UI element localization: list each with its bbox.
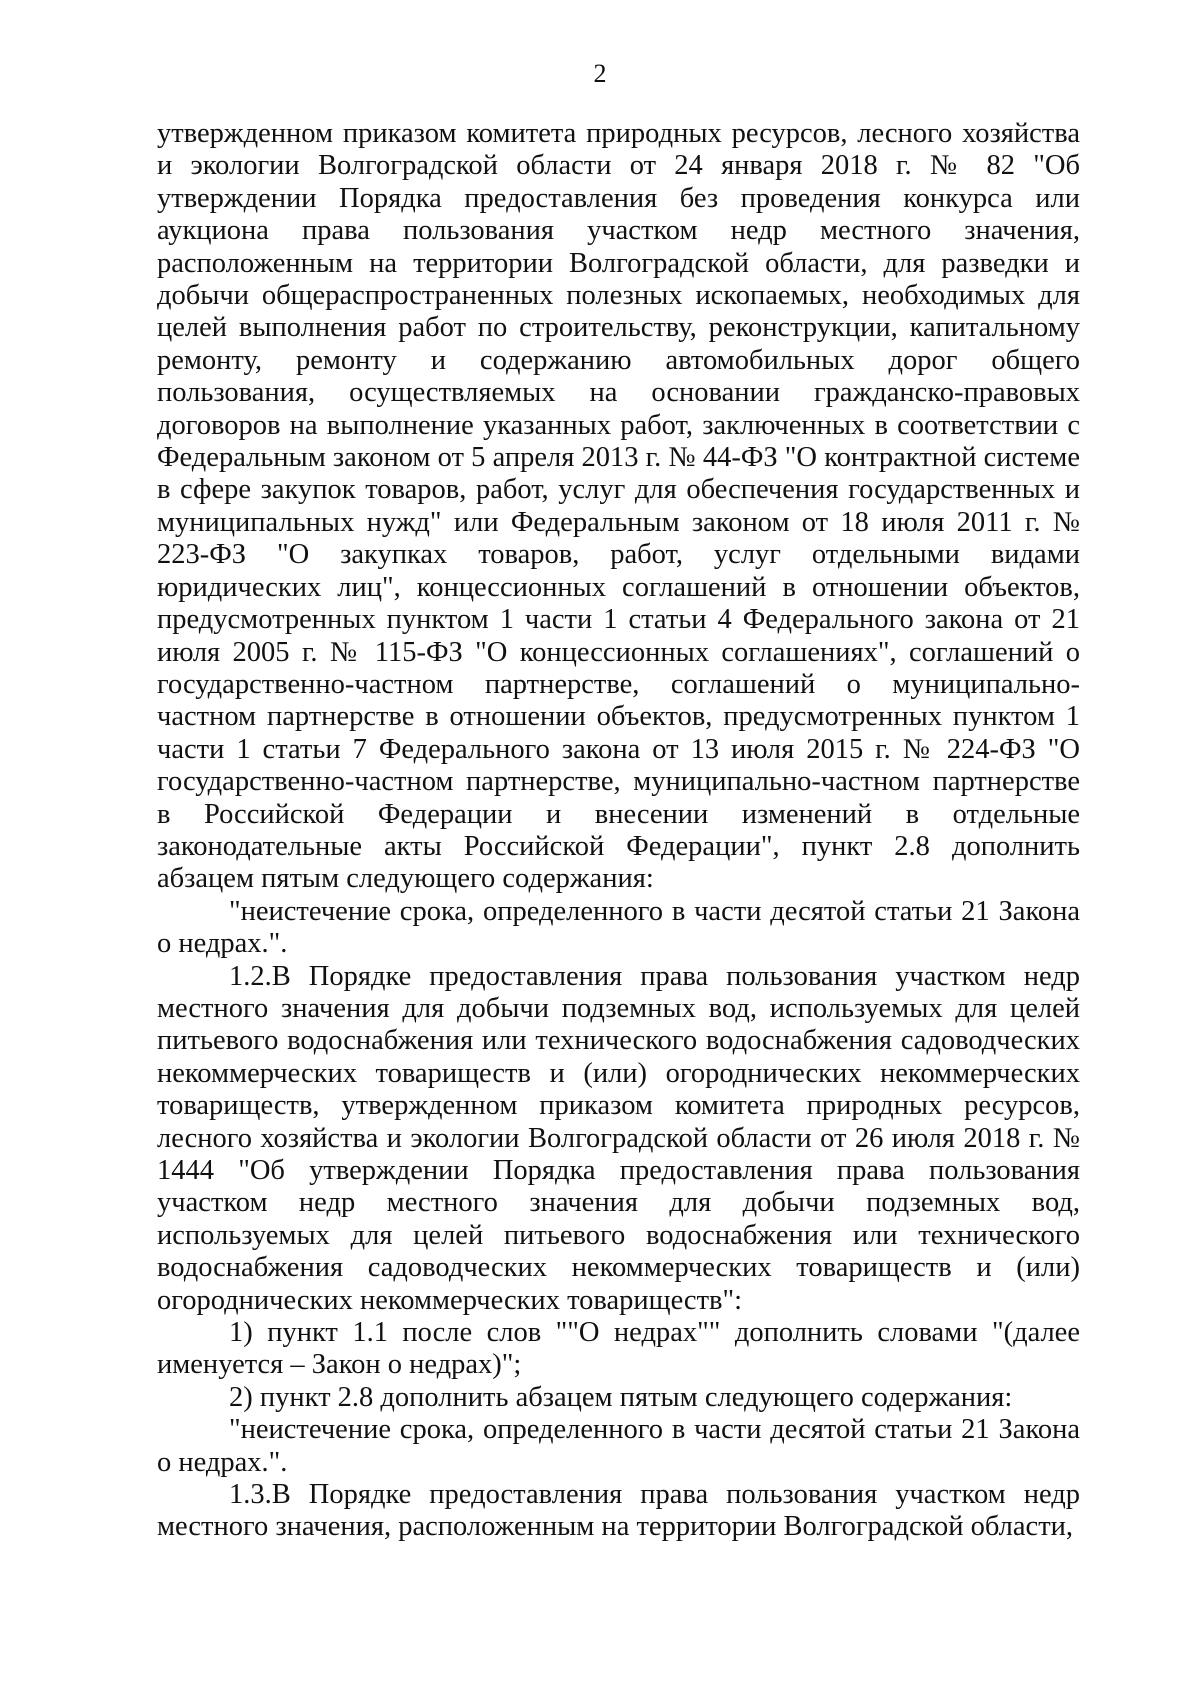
paragraph-item-1: 1) пункт 1.1 после слов ""О недрах"" дополнить словами "(далее именуется – Закон о недрах)"; bbox=[157, 1317, 1080, 1381]
document-body bbox=[157, 118, 1080, 1544]
paragraph-section-1-2: 1.2.В Порядке предоставления права пользования участком недр местного значения для добычи подземных вод, используемых для целей питьевого водоснабжения или технического водоснабжения садоводческих некоммерческих товариществ и (или) огороднических некоммерческих товариществ, утвержденном приказом комитета природных ресурсов, лесного хозяйства и экологии Волгоградской области от 26 июля 2018 г. № 1444 "Об утверждении Порядка предоставления права пользования участком недр местного значения для добычи подземных вод, используемых для целей питьевого водоснабжения или технического водоснабжения садоводческих некоммерческих товариществ и (или) огороднических некоммерческих товариществ": bbox=[157, 960, 1080, 1316]
page-number: 2 bbox=[593, 59, 607, 88]
paragraph-item-2: 2) пункт 2.8 дополнить абзацем пятым следующего содержания: bbox=[229, 1381, 1013, 1413]
paragraph-quote-clause-1: "неистечение срока, определенного в части десятой статьи 21 Закона о недрах.". bbox=[157, 895, 1080, 960]
paragraph-order-82-amendment: утвержденном приказом комитета природных ресурсов, лесного хозяйства и экологии Волгоградской области от 24 января 2018 г. № 82 "Об утверждении Порядка предоставления без проведения конкурса или аукциона права пользования участком недр местного значения, расположенным на территории Волгоградской области, для разведки и добычи общераспространенных полезных ископаемых, необходимых для целей выполнения работ по строительству, реконструкции, капитальному ремонту, ремонту и содержанию автомобильных дорог общего пользования, осуществляемых на основании гражданско-правовых договоров на выполнение указанных работ, заключенных в соответствии с Федеральным законом от 5 апреля 2013 г. № 44-ФЗ "О контрактной системе в сфере закупок товаров, работ, услуг для обеспечения государственных и муниципальных нужд" или Федеральным законом от 18 июля 2011 г. № 223-ФЗ "О закупках товаров, работ, услуг отдельными видами юридических лиц", концессионных соглашений в отношении объектов, предусмотренных пунктом 1 части 1 статьи 4 Федерального закона от 21 июля 2005 г. № 115-ФЗ "О концессионных соглашениях", соглашений о государственно-частном партнерстве, соглашений о муниципально-частном партнерстве в отношении объектов, предусмотренных пунктом 1 части 1 статьи 7 Федерального закона от 13 июля 2015 г. № 224-ФЗ "О государственно-частном партнерстве, муниципально-частном партнерстве в Российской Федерации и внесении изменений в отдельные законодательные акты Российской Федерации", пункт 2.8 дополнить абзацем пятым следующего содержания: bbox=[157, 118, 1080, 895]
paragraph-section-1-3: 1.3.В Порядке предоставления права пользования участком недр местного значения, расположенным на территории Волгоградской области, bbox=[157, 1479, 1080, 1543]
paragraph-quote-clause-2: "неистечение срока, определенного в части десятой статьи 21 Закона о недрах.". bbox=[157, 1414, 1080, 1478]
